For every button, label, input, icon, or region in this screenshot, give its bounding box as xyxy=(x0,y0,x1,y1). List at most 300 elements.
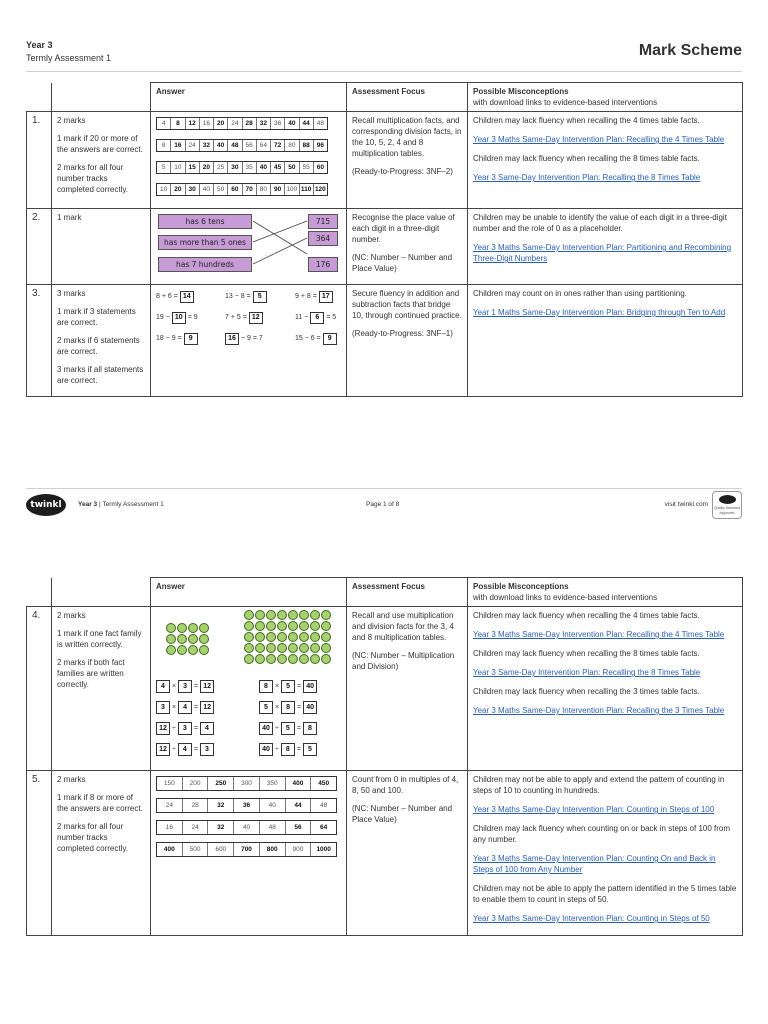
track-cell: 50 xyxy=(214,184,228,195)
marks-text: 1 mark if 20 or more of the answers are correct. xyxy=(57,134,143,154)
counter-dot xyxy=(266,621,276,631)
focus-text: (Ready-to-Progress: 3NF–1) xyxy=(352,329,453,338)
counter-dot xyxy=(266,654,276,664)
match-line xyxy=(253,221,307,242)
track-cell: 20 xyxy=(214,118,228,129)
counter-dot xyxy=(321,632,331,642)
marks-text: 1 mark if 3 statements are correct. xyxy=(57,307,136,327)
track-cell: 500 xyxy=(183,843,209,856)
question-row-3 xyxy=(27,285,743,397)
counter-dot xyxy=(244,632,254,642)
track-cell: 56 xyxy=(243,140,257,151)
counter-dot xyxy=(177,634,187,644)
number-track xyxy=(156,842,337,857)
counter-dot xyxy=(288,621,298,631)
track-cell: 48 xyxy=(316,120,324,127)
misconception-text: Children may lack fluency when recalling the 8 times table facts. xyxy=(473,154,700,163)
marks-cell xyxy=(52,285,151,397)
track-cell: 28 xyxy=(183,799,209,812)
track-cell: 80 xyxy=(285,140,299,151)
match-line xyxy=(253,238,307,264)
counter-dot xyxy=(310,643,320,653)
counter-dot xyxy=(255,654,265,664)
focus-cell xyxy=(347,209,468,285)
equation: 19 − 10 = 9 xyxy=(156,312,198,324)
fact-box: 12 xyxy=(200,680,214,693)
marks-text: 3 marks if all statements are correct. xyxy=(57,365,144,385)
fact-box: 12 xyxy=(156,743,170,756)
focus-cell xyxy=(347,112,468,209)
marks-text: 1 mark if 8 or more of the answers are correct. xyxy=(57,793,143,813)
counter-dot xyxy=(310,621,320,631)
track-cell: 16 xyxy=(200,118,214,129)
mark-scheme-table-2 xyxy=(26,577,743,936)
equation: 11 − 6 = 5 xyxy=(295,312,336,324)
track-cell: 32 xyxy=(208,799,234,812)
track-cell: 72 xyxy=(271,140,285,151)
track-cell: 90 xyxy=(271,184,285,195)
marks-text: 2 marks xyxy=(57,775,86,784)
operator: ÷ xyxy=(275,746,279,753)
fact-box: 40 xyxy=(303,680,317,693)
intervention-link[interactable] xyxy=(473,629,737,640)
counter-dot xyxy=(199,634,209,644)
counter-dot xyxy=(288,632,298,642)
focus-text: Recall and use multiplication and division facts for the 3, 4 and 8 multiplication tables. xyxy=(352,611,454,642)
counter-dot xyxy=(177,623,187,633)
focus-text: Recall multiplication facts, and corresponding division facts, in the 10, 5, 2, 4 and 8 multiplication tables. xyxy=(352,116,462,158)
track-cell: 35 xyxy=(243,162,257,173)
track-cell: 50 xyxy=(285,162,299,173)
question-row-2 xyxy=(27,209,743,285)
operator: ÷ xyxy=(172,725,176,732)
misconceptions-cell xyxy=(468,285,743,397)
fact-box: 5 xyxy=(281,722,295,735)
counter-dot xyxy=(310,654,320,664)
fact-box: 4 xyxy=(178,701,192,714)
equals: = xyxy=(296,746,301,753)
focus-text: Count from 0 in multiples of 4, 8, 50 and 100. xyxy=(352,775,459,795)
number-track xyxy=(156,776,337,791)
equals: = xyxy=(193,725,198,732)
misconceptions-cell xyxy=(468,209,743,285)
fact-box: 12 xyxy=(200,701,214,714)
equals: = xyxy=(296,725,301,732)
equation: 7 + 5 = 12 xyxy=(225,312,263,324)
track-cell: 40 xyxy=(257,162,271,173)
number-box: 715 xyxy=(308,214,338,229)
fact-box: 12 xyxy=(156,722,170,735)
question-number: 2. xyxy=(27,209,52,285)
track-cell: 24 xyxy=(186,140,200,151)
marks-text: 3 marks xyxy=(57,289,86,298)
marks-text: 1 mark xyxy=(57,213,82,222)
intervention-link-text[interactable]: Year 3 Same-Day Intervention Plan: Recalling the 8 Times Table xyxy=(473,173,701,182)
counter-dot xyxy=(299,610,309,620)
statement-box: has more than 5 ones xyxy=(158,235,252,250)
counter-dot xyxy=(188,623,198,633)
match-line xyxy=(253,221,307,254)
track-cell: 8 xyxy=(157,140,171,151)
track-cell: 60 xyxy=(228,184,242,195)
number-track xyxy=(156,183,328,196)
counter-dot xyxy=(166,645,176,655)
track-cell: 450 xyxy=(318,780,330,787)
fact-box: 5 xyxy=(259,701,273,714)
number-track xyxy=(156,117,328,130)
track-cell: 900 xyxy=(286,843,312,856)
track-cell: 16 xyxy=(157,821,183,834)
track-cell: 28 xyxy=(243,118,257,129)
counter-dot xyxy=(199,623,209,633)
counter-dot xyxy=(310,632,320,642)
track-cell: 32 xyxy=(200,140,214,151)
marks-cell xyxy=(52,112,151,209)
misconceptions-cell xyxy=(468,607,743,771)
counter-dot xyxy=(166,623,176,633)
track-cell: 20 xyxy=(171,184,185,195)
track-cell: 24 xyxy=(157,799,183,812)
track-cell: 400 xyxy=(286,777,312,790)
website-link[interactable]: visit twinkl.com xyxy=(664,501,708,508)
fact-box: 40 xyxy=(259,722,273,735)
counter-dot xyxy=(321,610,331,620)
fact-box: 3 xyxy=(178,722,192,735)
track-cell: 16 xyxy=(171,140,185,151)
intervention-link-text[interactable]: Year 1 Maths Same-Day Intervention Plan: Bridging through Ten to Add xyxy=(473,308,726,317)
track-cell: 15 xyxy=(186,162,200,173)
track-cell: 45 xyxy=(271,162,285,173)
marks-text: 2 marks for all four number tracks completed correctly. xyxy=(57,822,128,853)
answer-header: Answer xyxy=(151,83,347,112)
counter-dot xyxy=(266,610,276,620)
track-cell: 36 xyxy=(234,799,260,812)
track-cell: 350 xyxy=(260,777,286,790)
counter-dot xyxy=(299,632,309,642)
mark-scheme-table-1 xyxy=(26,82,743,397)
track-cell: 44 xyxy=(300,118,314,129)
track-cell: 5 xyxy=(157,162,171,173)
marks-cell xyxy=(52,209,151,285)
year-label: Year 3 xyxy=(26,40,53,50)
intervention-link[interactable] xyxy=(473,705,737,716)
marks-cell xyxy=(52,607,151,771)
question-number: 3. xyxy=(27,285,52,397)
page-title: Mark Scheme xyxy=(638,42,742,59)
marks-cell xyxy=(52,771,151,936)
operator: × xyxy=(172,704,177,711)
track-cell: 48 xyxy=(228,140,242,151)
track-cell: 40 xyxy=(214,140,228,151)
marks-text: 2 marks if both fact families are written correctly. xyxy=(57,658,125,689)
counter-array xyxy=(244,610,331,664)
counter-dot xyxy=(188,634,198,644)
fact-equation xyxy=(259,701,317,714)
counter-dot xyxy=(255,643,265,653)
quality-seal-icon: Quality Standard Approved xyxy=(712,491,742,519)
counter-dot xyxy=(277,654,287,664)
intervention-link[interactable] xyxy=(473,242,737,264)
equation: 16 − 9 = 7 xyxy=(225,333,263,345)
track-cell: 800 xyxy=(260,843,286,856)
counter-dot xyxy=(277,610,287,620)
intervention-link-text[interactable]: Year 3 Maths Same-Day Intervention Plan: Counting in Steps of 50 xyxy=(473,914,710,923)
operator: × xyxy=(172,683,177,690)
misconception-text: Children may not be able to apply the pattern identified in the 5 times table to enable them to count in steps of 50. xyxy=(473,884,737,904)
track-cell: 64 xyxy=(320,824,328,831)
focus-cell xyxy=(347,607,468,771)
track-cell: 24 xyxy=(183,821,209,834)
fact-box: 4 xyxy=(156,680,170,693)
intervention-link[interactable] xyxy=(473,804,737,815)
misconception-text: Children may lack fluency when counting on or back in steps of 100 from any number. xyxy=(473,824,731,844)
counter-dot xyxy=(255,610,265,620)
counter-dot xyxy=(288,643,298,653)
focus-cell xyxy=(347,285,468,397)
number-track xyxy=(156,161,328,174)
track-cell: 12 xyxy=(186,118,200,129)
focus-text: (NC: Number – Number and Place Value) xyxy=(352,804,453,824)
intervention-link[interactable] xyxy=(473,172,737,183)
intervention-link[interactable] xyxy=(473,667,737,678)
track-cell: 600 xyxy=(208,843,234,856)
misconception-text: Children may lack fluency when recalling the 4 times table facts. xyxy=(473,116,700,125)
equation: 13 − 8 = 5 xyxy=(225,291,267,303)
fact-box: 5 xyxy=(281,680,295,693)
answer-cell xyxy=(151,112,347,209)
counter-dot xyxy=(321,643,331,653)
track-cell: 40 xyxy=(234,821,260,834)
twinkl-logo: twinkl xyxy=(26,494,66,516)
statement-box: has 7 hundreds xyxy=(158,257,252,272)
misconception-text: Children may not be able to apply and extend the pattern of counting in steps of 10 to counting in hundreds. xyxy=(473,775,725,795)
track-cell: 1000 xyxy=(316,846,331,853)
fact-box: 3 xyxy=(156,701,170,714)
question-row-4 xyxy=(27,607,743,771)
counter-dot xyxy=(244,621,254,631)
intervention-link-text[interactable]: Year 3 Maths Same-Day Intervention Plan: Recalling the 3 Times Table xyxy=(473,706,725,715)
track-cell: 10 xyxy=(157,184,171,195)
operator: × xyxy=(275,704,280,711)
track-cell: 24 xyxy=(228,118,242,129)
equation-grid xyxy=(156,288,341,358)
counter-dot xyxy=(299,654,309,664)
fact-box: 40 xyxy=(303,701,317,714)
question-number: 1. xyxy=(27,112,52,209)
footer-label: Year 3 | Termly Assessment 1 xyxy=(78,501,164,508)
counter-dot xyxy=(288,610,298,620)
track-cell: 100 xyxy=(285,184,299,195)
counter-dot xyxy=(266,632,276,642)
track-cell: 40 xyxy=(200,184,214,195)
page-number: Page 1 of 8 xyxy=(366,501,400,508)
marks-text: 2 marks if 6 statements are correct. xyxy=(57,336,140,356)
counter-dot xyxy=(266,643,276,653)
answer-header: Answer xyxy=(151,578,347,607)
misconceptions-header: Possible Misconceptions with download links to evidence-based interventions xyxy=(468,578,743,607)
focus-header: Assessment Focus xyxy=(347,578,468,607)
equals: = xyxy=(194,704,199,711)
fact-box: 5 xyxy=(303,743,317,756)
fact-box: 3 xyxy=(200,743,214,756)
number-track xyxy=(156,798,337,813)
track-cell: 55 xyxy=(300,162,314,173)
intervention-link-text[interactable]: Year 3 Maths Same-Day Intervention Plan: Counting in Steps of 100 xyxy=(473,805,715,814)
operator: ÷ xyxy=(172,746,176,753)
track-cell: 60 xyxy=(316,164,324,171)
statement-box: has 6 tens xyxy=(158,214,252,229)
answer-cell xyxy=(151,209,347,285)
counter-dot xyxy=(299,643,309,653)
fact-equation xyxy=(156,680,214,693)
misconception-text: Children may lack fluency when recalling the 3 times table facts. xyxy=(473,687,700,696)
fact-box: 8 xyxy=(259,680,273,693)
question-number: 5. xyxy=(27,771,52,936)
answer-cell xyxy=(151,607,347,771)
misconception-text: Children may count on in ones rather than using partitioning. xyxy=(473,289,687,298)
fact-equation xyxy=(259,680,317,693)
intervention-link[interactable] xyxy=(473,913,737,924)
counter-dot xyxy=(299,621,309,631)
equation: 9 + 8 = 17 xyxy=(295,291,333,303)
assessment-label: Termly Assessment 1 xyxy=(26,53,112,63)
fact-box: 4 xyxy=(178,743,192,756)
equation: 8 + 6 = 14 xyxy=(156,291,194,303)
track-cell: 400 xyxy=(157,843,183,856)
track-cell: 70 xyxy=(243,184,257,195)
track-cell: 25 xyxy=(214,162,228,173)
counter-dot xyxy=(244,654,254,664)
counter-dot xyxy=(188,645,198,655)
track-cell: 32 xyxy=(257,118,271,129)
counter-dot xyxy=(199,645,209,655)
track-cell: 40 xyxy=(285,118,299,129)
counter-dot xyxy=(277,632,287,642)
intervention-link[interactable] xyxy=(473,307,737,318)
page-header xyxy=(26,38,742,72)
track-cell: 20 xyxy=(200,162,214,173)
intervention-link-text[interactable]: Year 3 Maths Same-Day Intervention Plan: Partitioning and Recombining Three-Digit Numbers xyxy=(473,243,732,263)
page-footer xyxy=(26,488,742,520)
counter-dot xyxy=(321,654,331,664)
counter-dot xyxy=(277,643,287,653)
fact-box: 8 xyxy=(281,743,295,756)
counter-dot xyxy=(288,654,298,664)
marks-text: 2 marks xyxy=(57,116,86,125)
track-cell: 64 xyxy=(257,140,271,151)
track-cell: 4 xyxy=(157,118,171,129)
misconception-text: Children may lack fluency when recalling the 8 times table facts. xyxy=(473,649,700,658)
track-cell: 110 xyxy=(300,184,314,195)
track-cell: 88 xyxy=(300,140,314,151)
focus-text: Recognise the place value of each digit in a three-digit number. xyxy=(352,213,455,244)
intervention-link-text[interactable]: Year 3 Maths Same-Day Intervention Plan: Counting On and Back in Steps of 100 from Any Number xyxy=(473,854,716,874)
answer-cell xyxy=(151,771,347,936)
track-cell: 40 xyxy=(260,799,286,812)
track-cell: 10 xyxy=(171,162,185,173)
number-box: 364 xyxy=(308,231,338,246)
fact-equation xyxy=(156,722,214,735)
marks-text: 2 marks for all four number tracks completed correctly. xyxy=(57,163,128,194)
fact-equation xyxy=(156,743,214,756)
track-cell: 32 xyxy=(208,821,234,834)
track-cell: 44 xyxy=(286,799,312,812)
counter-dot xyxy=(255,621,265,631)
counter-dot xyxy=(321,621,331,631)
equation: 15 − 6 = 9 xyxy=(295,333,337,345)
equation: 18 − 9 = 9 xyxy=(156,333,198,345)
track-cell: 8 xyxy=(171,118,185,129)
fact-box: 3 xyxy=(178,680,192,693)
marks-text: 2 marks xyxy=(57,611,86,620)
focus-text: (NC: Number – Multiplication and Division) xyxy=(352,651,455,671)
number-track xyxy=(156,820,337,835)
misconceptions-cell xyxy=(468,112,743,209)
misconception-text: Children may lack fluency when recalling the 4 times table facts. xyxy=(473,611,700,620)
focus-text: (NC: Number – Number and Place Value) xyxy=(352,253,453,273)
number-track xyxy=(156,139,328,152)
answer-cell xyxy=(151,285,347,397)
intervention-link-text[interactable]: Year 3 Maths Same-Day Intervention Plan: Recalling the 4 Times Table xyxy=(473,630,725,639)
track-cell: 200 xyxy=(183,777,209,790)
focus-text: (Ready-to-Progress: 3NF–2) xyxy=(352,167,453,176)
operator: ÷ xyxy=(275,725,279,732)
question-row-1 xyxy=(27,112,743,209)
intervention-link[interactable] xyxy=(473,853,737,875)
misconceptions-header: Possible Misconceptions with download links to evidence-based interventions xyxy=(468,83,743,112)
question-row-5 xyxy=(27,771,743,936)
track-cell: 48 xyxy=(260,821,286,834)
fact-family-area xyxy=(156,610,341,765)
equals: = xyxy=(297,704,302,711)
track-cell: 250 xyxy=(208,777,234,790)
intervention-link-text[interactable]: Year 3 Same-Day Intervention Plan: Recalling the 8 Times Table xyxy=(473,668,701,677)
track-cell: 48 xyxy=(320,802,328,809)
misconceptions-cell xyxy=(468,771,743,936)
fact-box: 4 xyxy=(200,722,214,735)
counter-dot xyxy=(166,634,176,644)
counter-dot xyxy=(277,621,287,631)
fact-equation xyxy=(156,701,214,714)
focus-header: Assessment Focus xyxy=(347,83,468,112)
number-box: 176 xyxy=(308,257,338,272)
fact-equation xyxy=(259,722,317,735)
focus-cell xyxy=(347,771,468,936)
fact-equation xyxy=(259,743,317,756)
counter-dot xyxy=(177,645,187,655)
track-cell: 300 xyxy=(234,777,260,790)
equals: = xyxy=(193,746,198,753)
counter-dot xyxy=(244,610,254,620)
track-cell: 120 xyxy=(314,186,326,193)
track-cell: 56 xyxy=(286,821,312,834)
equals: = xyxy=(297,683,302,690)
intervention-link-text[interactable]: Year 3 Maths Same-Day Intervention Plan: Recalling the 4 Times Table xyxy=(473,135,725,144)
track-cell: 30 xyxy=(228,162,242,173)
track-cell: 96 xyxy=(316,142,324,149)
counter-dot xyxy=(255,632,265,642)
fact-box: 8 xyxy=(281,701,295,714)
equals: = xyxy=(194,683,199,690)
track-cell: 700 xyxy=(234,843,260,856)
track-cell: 36 xyxy=(271,118,285,129)
counter-dot xyxy=(244,643,254,653)
matching-diagram xyxy=(156,212,341,276)
focus-text: Secure fluency in addition and subtraction facts that bridge 10, through continued practice. xyxy=(352,289,462,320)
counter-array xyxy=(166,623,209,655)
track-cell: 80 xyxy=(257,184,271,195)
intervention-link[interactable] xyxy=(473,134,737,145)
